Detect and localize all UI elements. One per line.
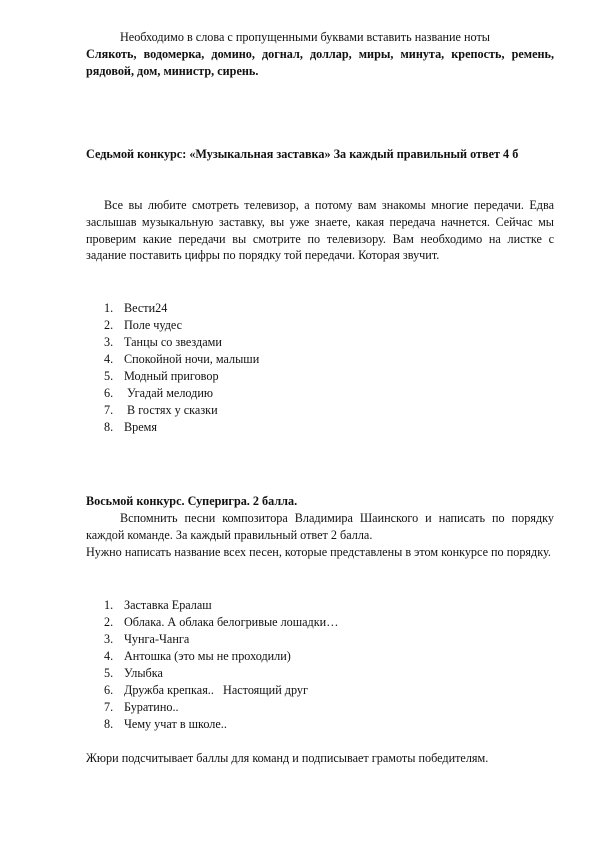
list-number: 3. — [104, 632, 114, 646]
c7_list-item — [104, 334, 259, 351]
list-text: Антошка (это мы не проходили) — [124, 649, 291, 663]
list-text: Спокойной ночи, малыши — [124, 352, 260, 366]
contest-7-paragraph: Все вы любите смотреть телевизор, а потому вам знакомы многие передачи. Едва заслышав музыкальную заставку, вы уже знаете, какая передача начнется. Сейчас мы проверим какие передачи вы смотрите по телевизору. Вам необходимо на листке с задание поставить цифры по порядку той передачи. Которая звучит. — [86, 198, 554, 263]
list-text: Чунга-Чанга — [124, 632, 190, 646]
c7_list-item — [104, 368, 259, 385]
list-number: 7. — [104, 403, 114, 417]
c7_list-item — [104, 385, 259, 402]
list-number: 2. — [104, 615, 114, 629]
c7_list-item — [104, 419, 259, 436]
list-number: 2. — [104, 318, 114, 332]
c7_list-item — [104, 351, 259, 368]
c8_list-item — [104, 699, 338, 716]
list-text: Поле чудес — [124, 318, 183, 332]
c8_list-item — [104, 648, 338, 665]
list-text: Улыбка — [124, 666, 163, 680]
c8_list-item — [104, 716, 338, 733]
closing-line: Жюри подсчитывает баллы для команд и подписывает грамоты победителям. — [86, 751, 489, 765]
list-text: Вести24 — [124, 301, 168, 315]
list-number: 7. — [104, 700, 114, 714]
contest-8-instruction: Нужно написать название всех песен, которые представлены в этом конкурсе по порядку. — [86, 545, 551, 559]
word-list-paragraph: Слякоть, водомерка, домино, догнал, доллар, миры, минута, крепость, ремень, рядовой, дом, министр, сирень. — [86, 47, 554, 78]
c7_list-item — [104, 300, 259, 317]
list-text: В гостях у сказки — [124, 403, 218, 417]
c8_list-item — [104, 631, 338, 648]
list-number: 4. — [104, 649, 114, 663]
contest-7-heading: Седьмой конкурс: «Музыкальная заставка» За каждый правильный ответ 4 б — [86, 147, 519, 161]
list-number: 8. — [104, 717, 114, 731]
list-number: 5. — [104, 369, 114, 383]
list-number: 1. — [104, 598, 114, 612]
contest-7-list — [104, 300, 259, 436]
intro-line: Необходимо в слова с пропущенными буквами вставить название ноты — [120, 30, 490, 44]
list-text: Модный приговор — [124, 369, 219, 383]
list-text: Буратино.. — [124, 700, 179, 714]
list-text: Угадай мелодию — [124, 386, 213, 400]
list-number: 1. — [104, 301, 114, 315]
list-text: Время — [124, 420, 157, 434]
c7_list-item — [104, 317, 259, 334]
c7_list-item — [104, 402, 259, 419]
contest-8-paragraph: Вспомнить песни композитора Владимира Шаинского и написать по порядку каждой команде. За каждый правильный ответ 2 балла. — [86, 511, 554, 542]
list-number: 4. — [104, 352, 114, 366]
contest-8-list — [104, 597, 338, 733]
c8_list-item — [104, 614, 338, 631]
c8_list-item — [104, 665, 338, 682]
list-text: Чему учат в школе.. — [124, 717, 227, 731]
contest-8-heading: Восьмой конкурс. Суперигра. 2 балла. — [86, 494, 298, 508]
c8_list-item — [104, 597, 338, 614]
c8_list-item — [104, 682, 338, 699]
list-number: 5. — [104, 666, 114, 680]
list-number: 6. — [104, 386, 114, 400]
list-number: 8. — [104, 420, 114, 434]
list-number: 3. — [104, 335, 114, 349]
list-text: Облака. А облака белогривые лошадки… — [124, 615, 339, 629]
list-text: Заставка Ералаш — [124, 598, 212, 612]
list-text: Дружба крепкая.. Настоящий друг — [124, 683, 308, 697]
list-number: 6. — [104, 683, 114, 697]
list-text: Танцы со звездами — [124, 335, 222, 349]
